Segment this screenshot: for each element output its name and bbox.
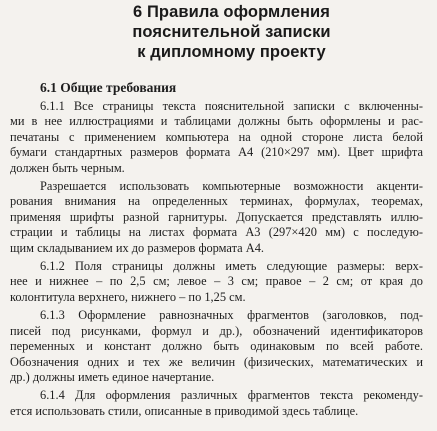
paragraph-6-1-1 <box>10 99 423 176</box>
paragraph-6-1-2 <box>10 259 423 305</box>
text-line: страции и таблицы на листах формата А3 (297×420 мм) с последую- <box>10 225 423 240</box>
paragraph-fonts <box>10 179 423 256</box>
chapter-title <box>10 2 423 62</box>
text-line: переменных и констант должно быть одинаковым по всей работе. <box>10 339 423 354</box>
paragraph-6-1-3 <box>10 308 423 385</box>
text-line: др.) должны иметь единое начертание. <box>10 369 215 384</box>
text-line: 6.1.1 Все страницы текста пояснительной записки с включенны- <box>40 99 423 113</box>
text-line: колонтитула верхнего, нижнего – по 1,25 см. <box>10 289 246 304</box>
text-line: 6.1.4 Для оформления различных фрагментов текста рекоменду- <box>40 388 423 403</box>
text-line: ется использовать стили, описанные в приводимой здесь таблице. <box>10 403 359 418</box>
text-line: писей под рисунками, формул и др.), обозначений идентификаторов <box>10 323 423 338</box>
chapter-title-line: пояснительной записки <box>132 23 331 41</box>
chapter-title-line: 6 Правила оформления <box>132 3 331 21</box>
text-line: должен быть черным. <box>10 160 125 175</box>
section-heading: 6.1 Общие требования <box>40 80 177 95</box>
text-line: нее и нижнее – по 2,5 см; левое – 3 см; правое – 2 см; от края до <box>10 274 423 289</box>
text-line: щим складыванием их до размеров формата А4. <box>10 240 265 255</box>
text-line: печатаны с применением компьютера на одной стороне листа белой <box>10 129 423 144</box>
text-line: применяя шрифты разной гарнитуры. Допускается представлять иллю- <box>10 209 423 224</box>
text-line: 6.1.3 Оформление равнозначных фрагментов (заголовков, под- <box>40 308 423 323</box>
text-line: рования внимания на определенных терминах, формулах, теоремах, <box>10 194 423 209</box>
text-line: 6.1.2 Поля страницы должны иметь следующие размеры: верх- <box>40 259 423 274</box>
text-line: Обозначения одних и тех же величин (физических, математических и <box>10 354 423 369</box>
text-line: Разрешается использовать компьютерные возможности акценти- <box>40 179 423 194</box>
text-line: ми в нее иллюстрациями и таблицами должны быть оформлены и рас- <box>10 114 423 129</box>
paragraph-6-1-4 <box>10 388 423 419</box>
text-line: бумаги стандартных размеров формата А4 (210×297 мм). Цвет шрифта <box>10 145 423 160</box>
chapter-title-line: к дипломному проекту <box>137 43 326 61</box>
